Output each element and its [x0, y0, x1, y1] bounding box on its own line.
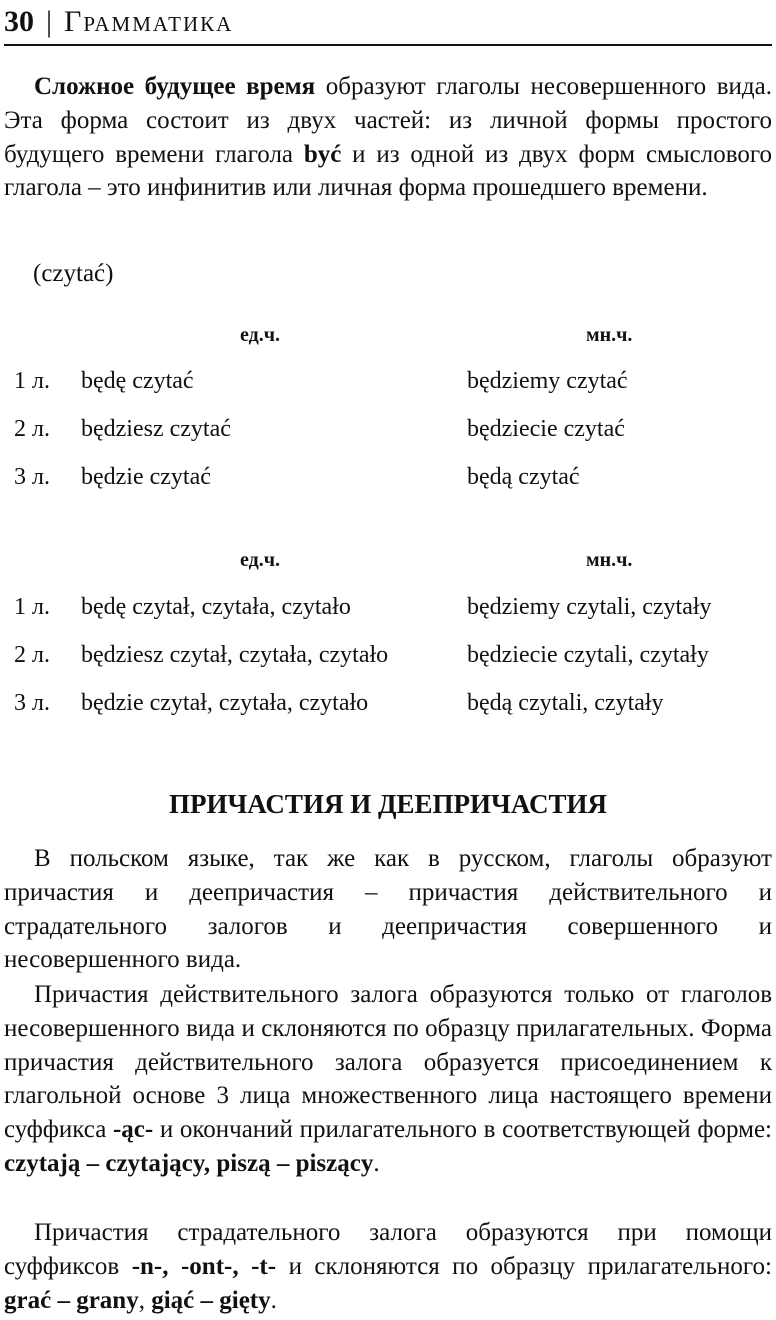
plural-form: będziecie czytać [467, 416, 625, 442]
intro-verb: być [303, 140, 342, 168]
participles-paragraph-2 [4, 978, 772, 1181]
running-title: Грамматика [64, 5, 234, 38]
para3-text-3: , [138, 1286, 152, 1314]
example-verb: (czytać) [33, 260, 114, 287]
para2-example-2: piszą – piszący [216, 1149, 374, 1177]
singular-form: będzie czytał, czytała, czytało [81, 690, 369, 716]
para3-example-2: giąć – gięty [151, 1286, 271, 1314]
para2-example-1: czytają – czytający, [4, 1149, 211, 1177]
header-separator: | [46, 5, 53, 38]
intro-text-2: и из одной из двух форм смыслового глагола – это инфинитив или личная форма прошедшего времени. [4, 140, 772, 202]
table2-row [0, 638, 776, 672]
intro-term: Сложное будущее время [34, 73, 316, 100]
intro-paragraph [4, 70, 772, 205]
table1-sg-header: ед.ч. [240, 324, 281, 346]
intro-text-1: образуют глаголы несовершенного вида. Эта форма состоит из двух частей: из личной формы простого будущего времени глагола [4, 73, 772, 168]
person-label: 1 л. [14, 368, 50, 394]
plural-form: będziemy czytali, czytały [467, 594, 712, 620]
person-label: 2 л. [14, 416, 50, 442]
plural-form: będą czytać [467, 464, 580, 490]
para2-suffix: -ąc- [112, 1116, 154, 1144]
singular-form: będziesz czytać [81, 416, 231, 442]
person-label: 3 л. [14, 464, 50, 490]
para2-text-1: Причастия действительного залога образуются только от глаголов несовершенного вида и склоняются по образцу прилагательных. Форма причастия действительного залога образуется присоединением к глагольной основе 3 лица множественного лица настоящего времени суффикса [4, 981, 772, 1144]
person-label: 3 л. [14, 690, 50, 716]
participles-paragraph-1: В польском языке, так же как в русском, глаголы образуют причастия и деепричастия – причастия действительного и страдательного залогов и деепричастия совершенного и несовершенного вида. [4, 845, 772, 974]
para2-text-4: . [373, 1149, 380, 1177]
table1-pl-header: мн.ч. [586, 324, 633, 346]
plural-form: będziemy czytać [467, 368, 628, 394]
person-label: 2 л. [14, 642, 50, 668]
singular-form: będziesz czytał, czytała, czytało [81, 642, 389, 668]
table2-sg-header: ед.ч. [240, 549, 281, 571]
para2-text-2: и окончаний прилагательного в соответствующей форме: [153, 1116, 773, 1144]
page-number: 30 [4, 5, 34, 38]
table2-row [0, 686, 776, 720]
table1-row [0, 364, 776, 398]
participles-paragraph-3 [4, 1216, 772, 1317]
person-label: 1 л. [14, 594, 50, 620]
para3-text-1: Причастия страдательного залога образуются при помощи суффиксов [4, 1219, 772, 1280]
plural-form: będą czytali, czytały [467, 690, 664, 716]
para3-text-4: . [270, 1286, 277, 1314]
para3-text-2: и склоняются по образцу прилагательного: [276, 1252, 772, 1280]
singular-form: będę czytać [81, 368, 194, 394]
table2-row [0, 590, 776, 624]
table2-pl-header: мн.ч. [586, 549, 633, 571]
table1-row [0, 412, 776, 446]
para3-example-1: grać – grany [4, 1286, 139, 1314]
table1-row [0, 460, 776, 494]
plural-form: będziecie czytali, czytały [467, 642, 709, 668]
page-header [4, 2, 772, 46]
para3-suffixes: -n-, -ont-, -t- [131, 1252, 277, 1280]
singular-form: będę czytał, czytała, czytało [81, 594, 351, 620]
section-title: ПРИЧАСТИЯ И ДЕЕПРИЧАСТИЯ [168, 789, 608, 819]
singular-form: będzie czytać [81, 464, 211, 490]
